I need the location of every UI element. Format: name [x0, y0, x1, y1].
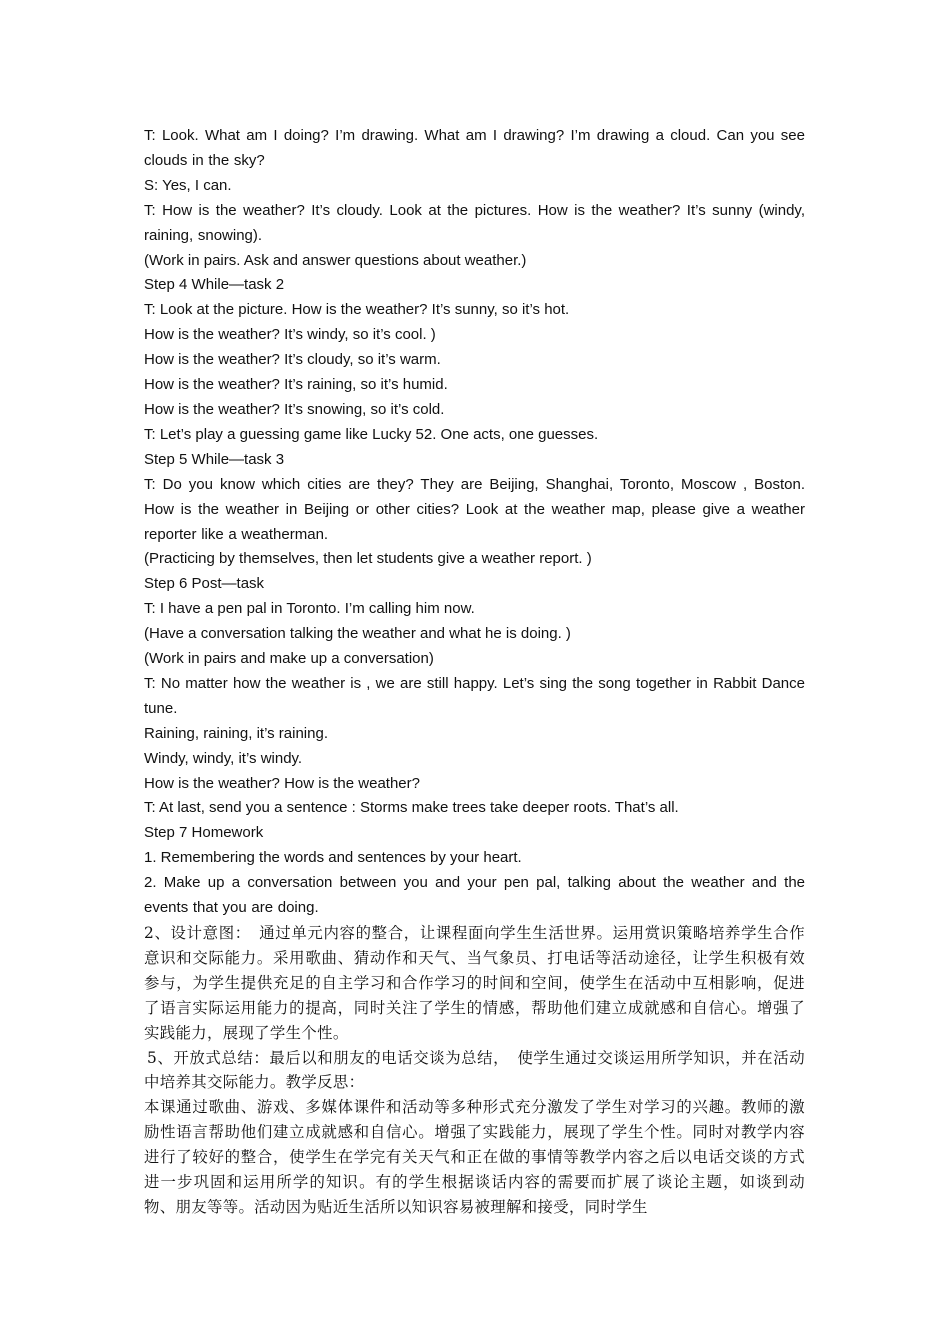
song-line: How is the weather? How is the weather?	[144, 774, 420, 792]
text-line: (Work in pairs and make up a conversation)	[144, 650, 434, 668]
text-line: T: Look at the picture. How is the weather? It’s sunny, so it’s hot.	[144, 301, 570, 319]
document-body	[144, 124, 805, 1220]
homework-item: 2. Make up a conversation between you and your pen pal, talking about the weather and the events that you are doing.	[144, 874, 805, 917]
text-line: How is the weather? It’s raining, so it’s humid.	[144, 376, 448, 394]
text-line: How is the weather? It’s snowing, so it’s cold.	[144, 400, 445, 418]
text-line: T: At last, send you a sentence : Storms make trees take deeper roots. That’s all.	[144, 799, 679, 817]
homework-item: 1. Remembering the words and sentences by your heart.	[144, 849, 522, 867]
text-line: S: Yes, I can.	[144, 176, 232, 194]
step-heading: Step 6 Post—task	[144, 575, 265, 593]
song-line: Raining, raining, it’s raining.	[144, 724, 328, 742]
text-line: T: I have a pen pal in Toronto. I’m calling him now.	[144, 600, 475, 618]
text-paragraph: T: Do you know which cities are they? They are Beijing, Shanghai, Toronto, Moscow , Boston. How is the weather in Beijing or other cities? Look at the weather map, please give a weather reporter like a weatherman.	[144, 475, 805, 543]
text-line: How is the weather? It’s cloudy, so it’s warm.	[144, 351, 441, 369]
step-heading: Step 5 While—task 3	[144, 450, 285, 468]
summary-paragraph: 5、开放式总结：最后以和朋友的电话交谈为总结， 使学生通过交谈运用所学知识，并在活动中培养其交际能力。教学反思：	[144, 1048, 805, 1092]
text-paragraph: T: Look. What am I doing? I’m drawing. What am I drawing? I’m drawing a cloud. Can you see clouds in the sky?	[144, 127, 805, 169]
text-paragraph: T: How is the weather? It’s cloudy. Look at the pictures. How is the weather? It’s sunny (windy, raining, snowing).	[144, 201, 805, 244]
design-intent-paragraph: 2、设计意图： 通过单元内容的整合，让课程面向学生生活世界。运用赏识策略培养学生合作意识和交际能力。采用歌曲、猜动作和天气、当气象员、打电话等活动途径，让学生积极有效参与，为学生提供充足的自主学习和合作学习的时间和空间，使学生在活动中互相影响，促进了语言实际运用能力的提高，同时关注了学生的情感，帮助他们建立成就感和自信心。增强了实践能力，展现了学生个性。	[144, 924, 805, 1042]
text-line: T: Let’s play a guessing game like Lucky 52. One acts, one guesses.	[144, 425, 599, 443]
text-line: How is the weather? It’s windy, so it’s cool. )	[144, 326, 436, 344]
step-heading: Step 7 Homework	[144, 824, 264, 842]
reflection-paragraph: 本课通过歌曲、游戏、多媒体课件和活动等多种形式充分激发了学生对学习的兴趣。教师的激励性语言帮助他们建立成就感和自信心。增强了实践能力，展现了学生个性。同时对教学内容进行了较好的整合，使学生在学完有关天气和正在做的事情等教学内容之后以电话交谈的方式进一步巩固和运用所学的知识。有的学生根据谈话内容的需要而扩展了谈论主题，如谈到动物、朋友等等。活动因为贴近生活所以知识容易被理解和接受，同时学生	[144, 1098, 805, 1216]
text-line: (Practicing by themselves, then let students give a weather report. )	[144, 550, 592, 568]
text-line: (Work in pairs. Ask and answer questions about weather.)	[144, 251, 527, 269]
text-paragraph: T: No matter how the weather is , we are still happy. Let’s sing the song together in Rabbit Dance tune.	[144, 674, 805, 717]
step-heading: Step 4 While—task 2	[144, 276, 285, 294]
text-line: (Have a conversation talking the weather and what he is doing. )	[144, 625, 571, 643]
song-line: Windy, windy, it’s windy.	[144, 749, 303, 767]
